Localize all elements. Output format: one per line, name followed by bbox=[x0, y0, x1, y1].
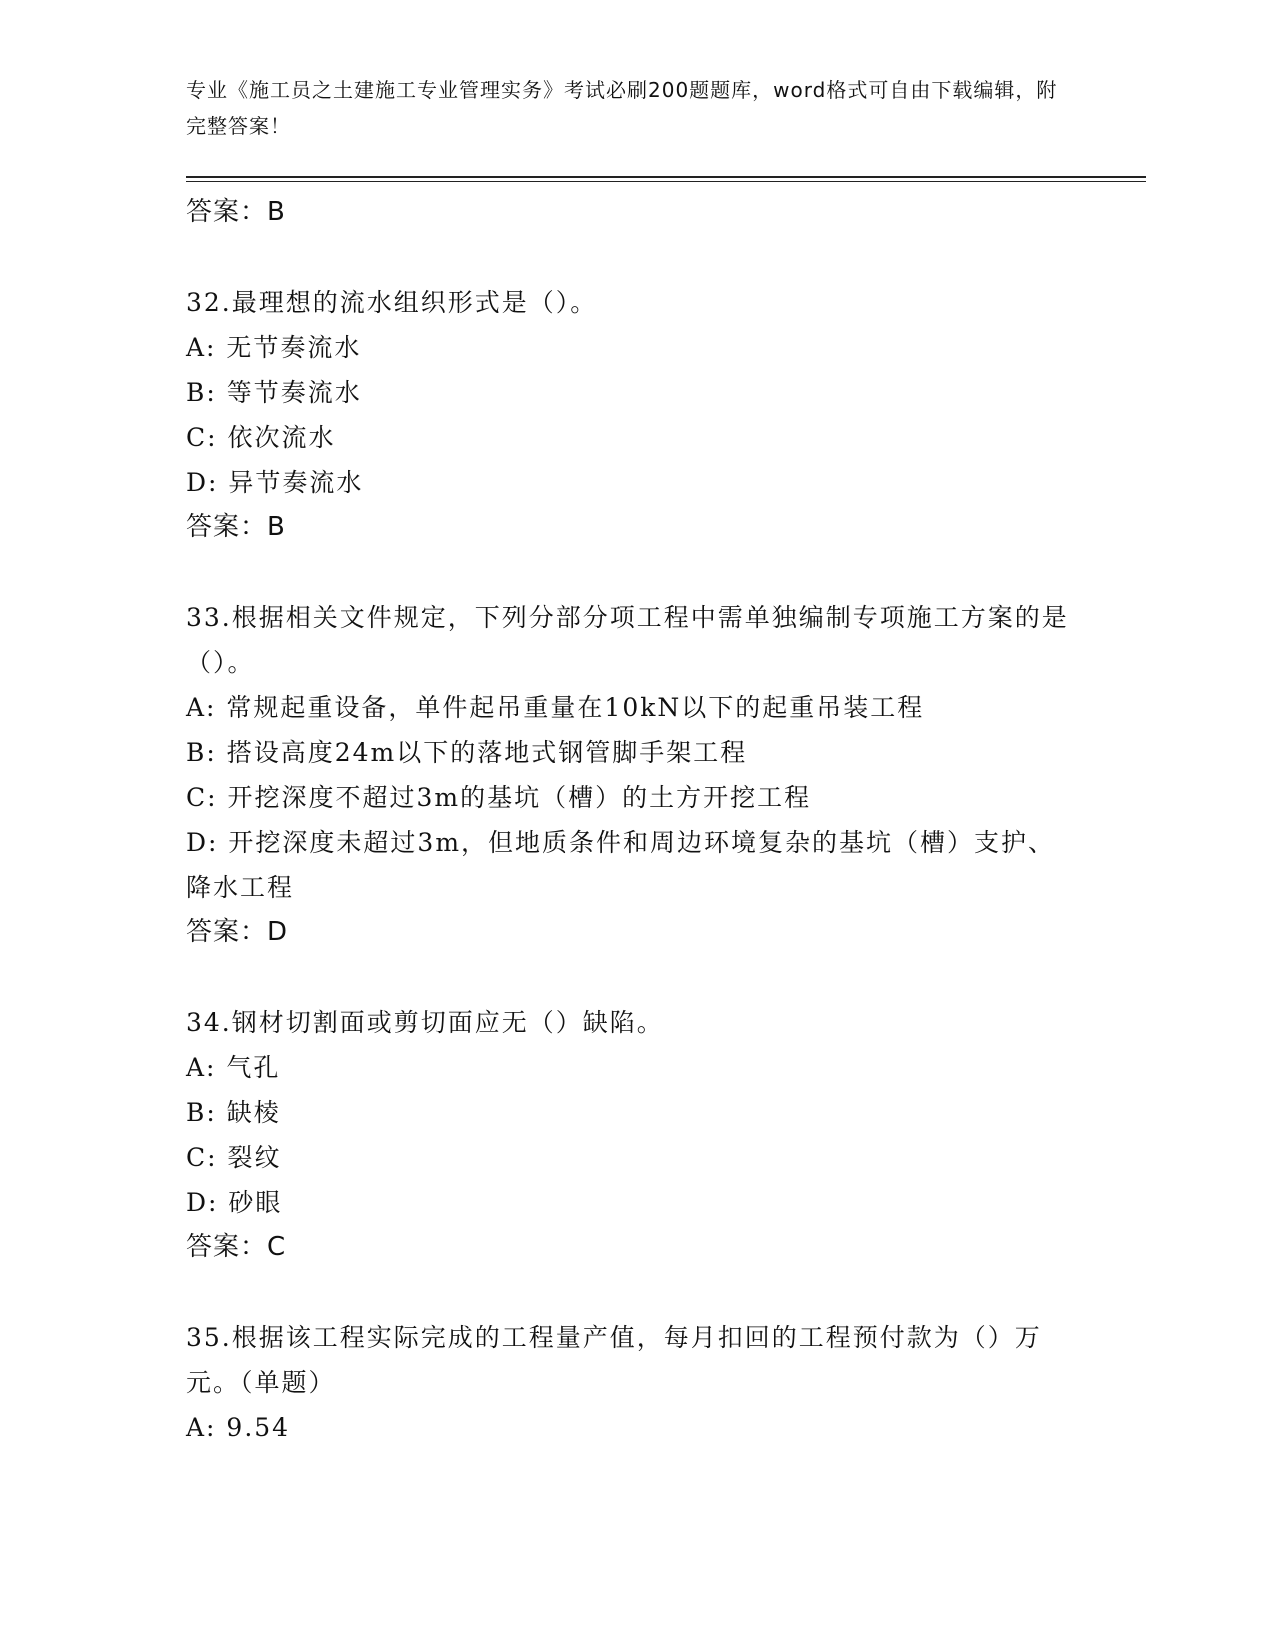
question-32 bbox=[186, 280, 1086, 550]
spacer bbox=[186, 955, 1086, 1000]
question-text: 34.钢材切割面或剪切面应无（）缺陷。 bbox=[186, 1008, 664, 1037]
option-b: B: 等节奏流水 bbox=[186, 378, 362, 407]
question-33 bbox=[186, 595, 1086, 955]
answer: 答案：B bbox=[186, 512, 286, 542]
option-b: B: 搭设高度24m以下的落地式钢管脚手架工程 bbox=[186, 738, 748, 767]
header-divider bbox=[186, 176, 1146, 182]
option-d: D: 砂眼 bbox=[186, 1188, 283, 1217]
option-a: A: 9.54 bbox=[186, 1413, 291, 1442]
question-text: 32.最理想的流水组织形式是（）。 bbox=[186, 288, 598, 317]
question-text: 33.根据相关文件规定，下列分部分项工程中需单独编制专项施工方案的是（）。 bbox=[186, 603, 1069, 677]
option-c: C: 依次流水 bbox=[186, 423, 336, 452]
spacer bbox=[186, 235, 1086, 280]
question-list bbox=[186, 190, 1086, 1450]
option-c: C: 裂纹 bbox=[186, 1143, 282, 1172]
option-d: D: 开挖深度未超过3m，但地质条件和周边环境复杂的基坑（槽）支护、降水工程 bbox=[186, 828, 1056, 902]
answer: 答案：C bbox=[186, 1232, 287, 1262]
question-34 bbox=[186, 1000, 1086, 1270]
option-a: A: 无节奏流水 bbox=[186, 333, 362, 362]
previous-answer: 答案：B bbox=[186, 197, 286, 227]
option-d: D: 异节奏流水 bbox=[186, 468, 364, 497]
option-a: A: 气孔 bbox=[186, 1053, 281, 1082]
spacer bbox=[186, 550, 1086, 595]
option-c: C: 开挖深度不超过3m的基坑（槽）的土方开挖工程 bbox=[186, 783, 812, 812]
option-a: A: 常规起重设备，单件起吊重量在10kN以下的起重吊装工程 bbox=[186, 693, 925, 722]
document-header: 专业《施工员之土建施工专业管理实务》考试必刷200题题库，word格式可自由下载编辑，附完整答案！ bbox=[186, 78, 1058, 138]
option-b: B: 缺棱 bbox=[186, 1098, 281, 1127]
answer: 答案：D bbox=[186, 917, 289, 947]
question-35 bbox=[186, 1315, 1086, 1450]
question-text: 35.根据该工程实际完成的工程量产值，每月扣回的工程预付款为（）万元。（单题） bbox=[186, 1323, 1042, 1397]
spacer bbox=[186, 1270, 1086, 1315]
